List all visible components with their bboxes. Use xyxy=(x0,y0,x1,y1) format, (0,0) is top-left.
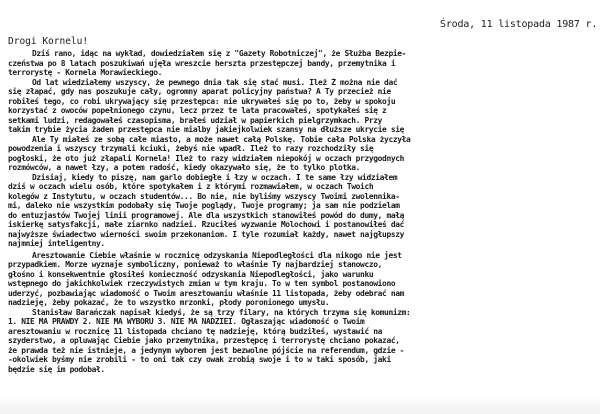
letter-body xyxy=(8,49,593,374)
letter-line: terrorystę - Kornela Morawieckiego. xyxy=(8,68,163,77)
letter-line: -okolwiek byśmy nie zrobili - to oni tak czy owak zrobią swoje i to w taki sposób, jaki xyxy=(8,355,391,364)
letter-line: uderzyć, pozbawiając wiadomość o Twoim aresztowaniu właśnie 11 listopada, żeby odebrać nam xyxy=(8,288,405,298)
letter-line: nadzieję, żeby pokazać, że to wszystko mrzonki, płody poronionego umysłu. xyxy=(8,298,330,307)
letter-line: się złapać, gdy nas poszukuje cały, ogromny aparat policyjny państwa? A Ty przecież nie xyxy=(8,87,391,96)
letter-line: iskierkę satysfakcji, małe ziarnko nadziei. Rzuciłeś wyzwanie Molochowi i postanowiłeś dać xyxy=(8,220,405,229)
letter-line: robiłeś tego, co robi ukrywający się przestępca: nie ukrywałeś się po to, żeby w spokoju xyxy=(8,96,396,106)
letter-line: aresztowaniu w rocznicę 11 listopada chciano tę nadzieję, którą budziłeś, wystawić na xyxy=(8,326,383,336)
letter-line: mi, daleko nie wszystkim podobały się Twoje poglądy, Twoje programy; ja sam nie podzielam xyxy=(8,201,400,210)
letter-line: Stanisław Barańczak napisał kiedyś, że są trzy filary, na których trzyma się komunizm: xyxy=(32,307,411,317)
letter-line: Ale Ty miałeś ze sobą całe miasto, a może nawet całą Polskę. Tobie cała Polska życzyła xyxy=(32,134,411,144)
letter-line: Dziś rano, idąc na wykład, dowiedziałem się z "Gazety Robotniczej", że Służba Bezpie- xyxy=(32,49,407,58)
letter-line: do entuzjastów Twojej linii programowej. Ale dla wszystkich stanowiłeś powód do dumy, małą xyxy=(8,210,405,220)
paper-bleed-through xyxy=(0,396,600,414)
letter-line: że prawda też nie istnieje, a jedynym wyborem jest bezwolne pójście na referendum, gdzie - xyxy=(8,345,405,355)
letter-line: będzie się im podobał. xyxy=(8,364,105,374)
letter-date: Środa, 11 listopada 1987 r. xyxy=(440,19,598,30)
letter-line: takim trybie życia żaden przestępca nie mialby jakiejkolwiek szansy na dłuższe ukrycie się xyxy=(8,125,405,134)
letter-line: Aresztowanie Ciebie właśnie w rocznicę odzyskania Niepodległości dla nikogo nie jest xyxy=(32,250,402,260)
letter-line: kolegów z Instytutu, w oczach studentów... Bo nie, nie byliśmy wszyscy Twoimi zwolennika- xyxy=(8,191,400,201)
letter-line: Od lat wiedziałemy wszyscy, że pewnego dnia tak się stać musi. Ileż Ż można nie dać xyxy=(32,77,398,87)
letter-line: Dzisiaj, kiedy to piszę, nam garlo dobiegłe i łzy w oczach. I te same łzy widziałem xyxy=(32,172,398,182)
letter-line: rozmówców, a nawet łzy, a potem radość, kiedy okazywało się, że to tylko plotka. xyxy=(8,163,361,172)
letter-line: dziś w oczach wielu osób, które spotykałem i z którymi rozmawiałem, w oczach Twoich xyxy=(8,182,374,191)
letter-line: powodzenia i wszyscy trzymali kciuki, żebyś nie wpadł. Ileż to razy rozchodziły się xyxy=(8,144,374,153)
letter-line: korzystać z owoców popełnionego czynu, lecz przez te lata pracowałeś, spotykałeś się z xyxy=(8,106,387,115)
letter-line: przypadkiem. Morze wyznaje symboliczny, ponieważ to właśnie Ty najbardziej stanowczo, xyxy=(8,260,383,269)
letter-line: szyderstwo, a opluwając Ciebie jako przemytnika, przestępcę i terrorystę chciano pokazać, xyxy=(8,336,400,345)
letter-line: pogłoski, że oto już złapali Kornela! Ileż to razy widziałem niepokój w oczach przygodnych xyxy=(8,153,405,163)
letter-line: czeństwa po 8 latach poszukiwań ujęła wreszcie herszta przestępczej bandy, przemytnika i xyxy=(8,58,396,68)
letter-greeting: Drogi Kornelu! xyxy=(8,36,89,47)
letter-line: najmniej inteligentny. xyxy=(8,239,105,248)
letter-line: wstępnego do jakichkolwiek rzeczywistych zmian w tym kraju. To w ten symbol postanowiono xyxy=(8,279,396,288)
letter-line: głośno i konsekwentnie głosiłeś konieczność odzyskania Niepodległości, jako warunku xyxy=(8,269,374,279)
letter-line: najwyższe świadectwo wierności swoim przekonaniom. I tyle rozumiał każdy, nawet najgłupszy xyxy=(8,229,405,239)
letter-line: setkami ludzi, redagowałeś czasopisma, brałeś udział w papierkich pielgrzymkach. Przy xyxy=(8,115,383,125)
letter-line: 1. NIE MA PRAWDY 2. NIE MA WYBORU 3. NIE MA NADZIEI. Ogłaszając wiadomość o Twoim xyxy=(8,317,365,326)
